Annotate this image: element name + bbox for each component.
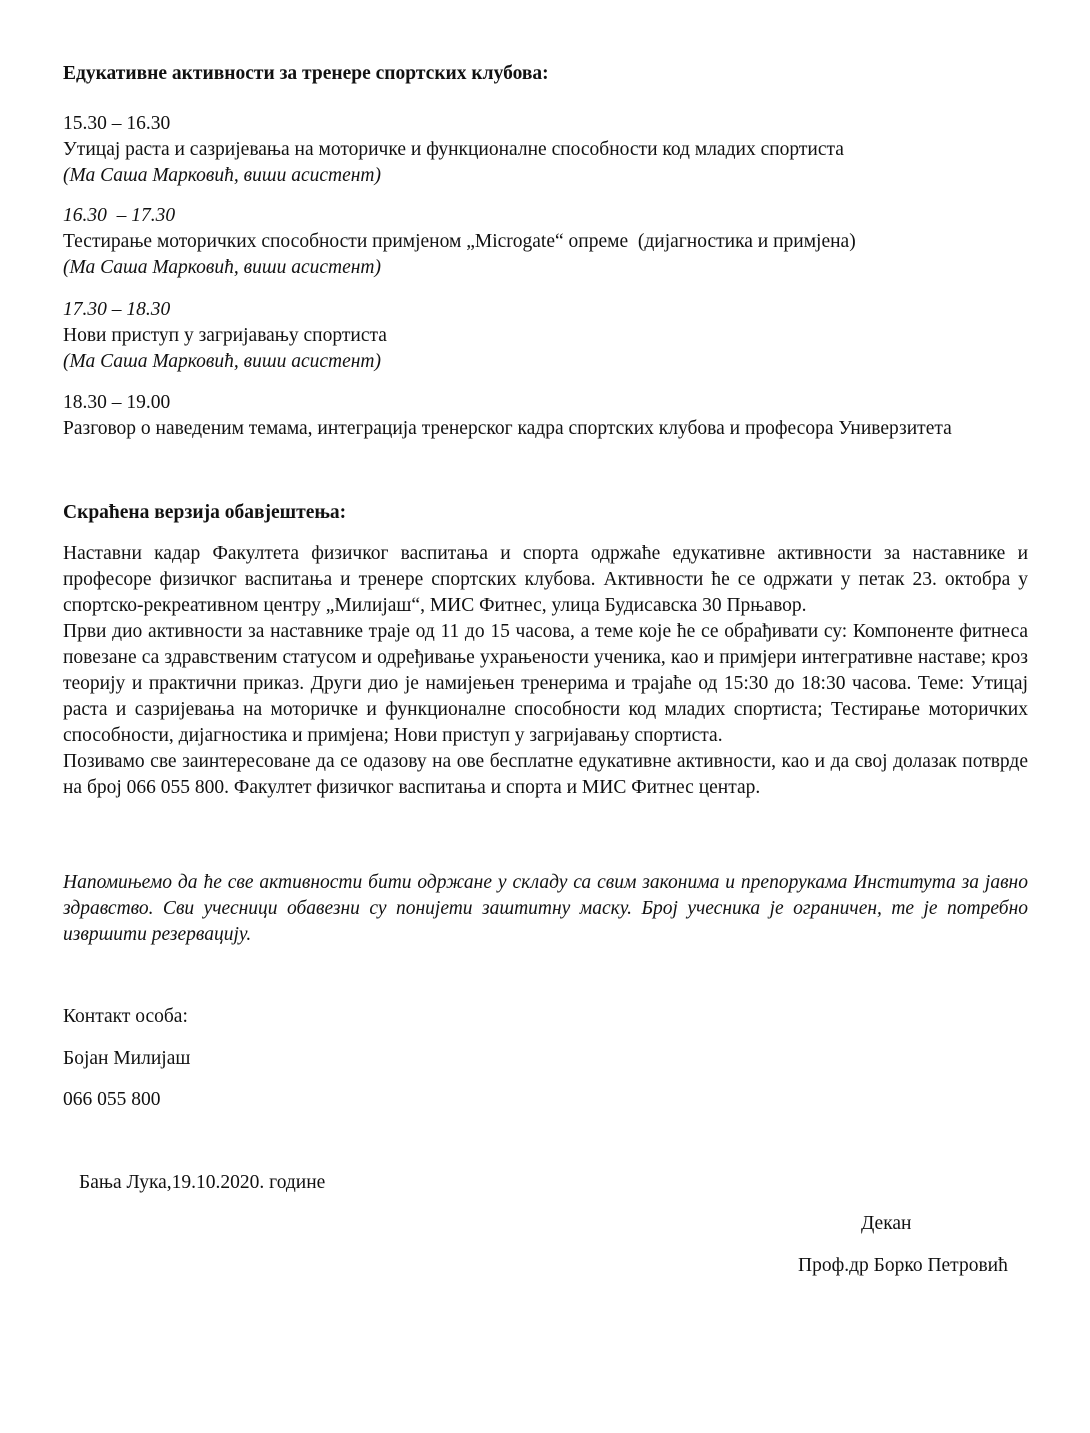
- session-item: [63, 297, 1043, 375]
- session-time: 15.30 – 16.30: [63, 113, 171, 134]
- session-time: 18.30 – 19.00: [63, 392, 171, 413]
- announcement-paragraph: Наставни кадар Факултета физичког васпитања и спорта одржаће едукативне активности за наставнике и професоре физичког васпитања и тренере спортских клубова. Активности ће се одржати у петак 23. октобра у спортско-рекреативном центру „Милијаш“, МИС Фитнес, улица Будисавска 30 Прњавор.: [63, 543, 1028, 616]
- session-title: Разговор о наведеним темама, интеграција тренерског кадра спортских клубова и професора Универзитета: [63, 418, 952, 439]
- contact-label: Контакт особа:: [63, 1006, 188, 1027]
- session-title: Утицај раста и сазријевања на моторичке и функционалне способности код младих спортиста: [63, 139, 844, 160]
- section2-heading: Скраћена верзија обавјештења:: [63, 502, 347, 523]
- signature-name: Проф.др Борко Петровић: [798, 1255, 1008, 1276]
- session-speaker: (Ма Саша Марковић, виши асистент): [63, 257, 381, 278]
- section1-heading: Едукативне активности за тренере спортских клубова:: [63, 63, 549, 84]
- session-speaker: (Ма Саша Марковић, виши асистент): [63, 351, 381, 372]
- session-item: [63, 111, 1043, 189]
- announcement-body: [63, 541, 1028, 801]
- session-item: [63, 203, 1043, 281]
- announcement-paragraph: Први дио активности за наставнике траје од 11 до 15 часова, а теме које ће се обрађивати су: Компоненте фитнеса повезане са здравственим статусом и одређивање ухрањености ученика, као и примјери интегративне наставе; кроз теорију и практични приказ. Други дио је намијењен тренерима и трајаће од 15:30 до 18:30 часова. Теме: Утицај раста и сазријевања на моторичке и функционалне способности код младих спортиста; Тестирање моторичких способности, дијагностика и примјена; Нови приступ у загријавању спортиста.: [63, 621, 1028, 746]
- covid-notice: Напомињемо да ће све активности бити одржане у складу са свим законима и препорукама Института за јавно здравство. Сви учесници обавезни су понијети заштитну маску. Број учесника је ограничен, те је потребно извршити резервацију.: [63, 872, 1028, 945]
- signature-role: Декан: [861, 1213, 912, 1234]
- session-time: 16.30 – 17.30: [63, 205, 176, 226]
- session-time: 17.30 – 18.30: [63, 299, 171, 320]
- session-title: Нови приступ у загријавању спортиста: [63, 325, 387, 346]
- contact-phone: 066 055 800: [63, 1089, 161, 1110]
- session-item: [63, 390, 1053, 442]
- contact-name: Бојан Милијаш: [63, 1048, 191, 1069]
- session-speaker: (Ма Саша Марковић, виши асистент): [63, 165, 381, 186]
- announcement-paragraph: Позивамо све заинтересоване да се одазову на ове бесплатне едукативне активности, као и да свој долазак потврде на број 066 055 800. Факултет физичког васпитања и спорта и МИС Фитнес центар.: [63, 751, 1028, 798]
- session-title: Тестирање моторичких способности примјеном „Microgate“ опреме (дијагностика и примјена): [63, 231, 856, 252]
- place-date: Бања Лука,19.10.2020. године: [79, 1172, 326, 1193]
